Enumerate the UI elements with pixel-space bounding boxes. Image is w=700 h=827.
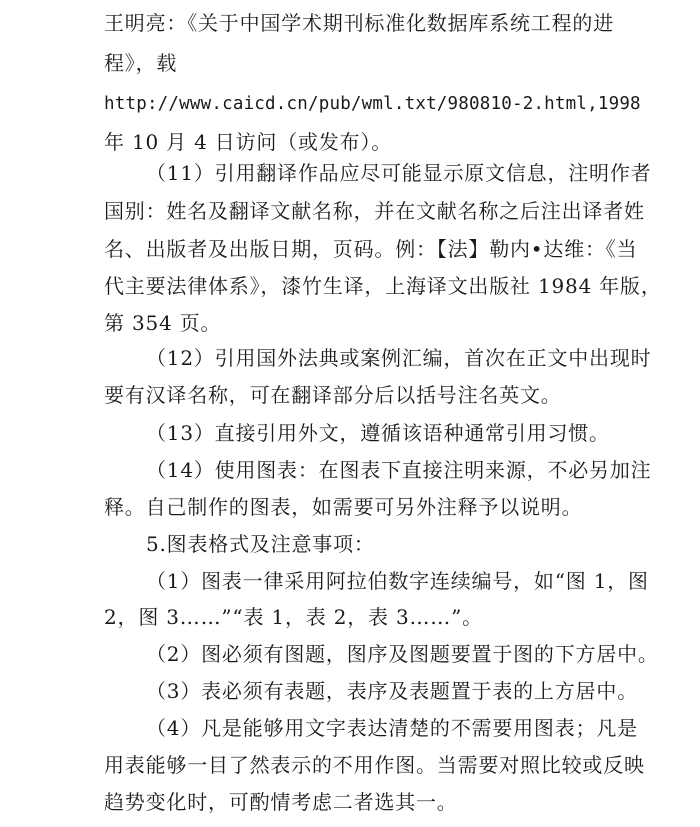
chart-rule-3-line-1: （3）表必须有表题，表序及表题置于表的上方居中。 [146, 679, 638, 703]
section-5-heading: 5.图表格式及注意事项： [146, 532, 375, 556]
citation-line-1: 王明亮：《关于中国学术期刊标准化数据库系统工程的进 [104, 11, 614, 35]
rule-14-line-1: （14）使用图表：在图表下直接注明来源，不必另加注 [146, 458, 652, 482]
citation-line-4: 年 10 月 4 日访问（或发布）。 [104, 130, 393, 154]
rule-11-line-4: 代主要法律体系》，漆竹生译，上海译文出版社 1984 年版， [104, 274, 662, 298]
rule-14-line-2: 释。自己制作的图表，如需要可另外注释予以说明。 [104, 495, 583, 519]
chart-rule-2-line-1: （2）图必须有图题，图序及图题要置于图的下方居中。 [146, 642, 659, 666]
citation-line-2: 程》，载 [104, 51, 178, 75]
rule-13-line-1: （13）直接引用外文，遵循该语种通常引用习惯。 [146, 421, 610, 445]
chart-rule-4-line-2: 用表能够一目了然表示的不用作图。当需要对照比较或反映 [104, 753, 645, 777]
rule-11-line-1: （11）引用翻译作品应尽可能显示原文信息，注明作者 [146, 161, 652, 185]
rule-12-line-2: 要有汉译名称，可在翻译部分后以括号注名英文。 [104, 383, 562, 407]
rule-11-line-2: 国别：姓名及翻译文献名称，并在文献名称之后注出译者姓 [104, 199, 645, 223]
rule-11-line-3: 名、出版者及出版日期，页码。例：【法】勒内•达维：《当 [104, 237, 638, 261]
citation-url: http://www.caicd.cn/pub/wml.txt/980810-2.html,1998 [104, 94, 641, 114]
chart-rule-1-line-1: （1）图表一律采用阿拉伯数字连续编号，如“图 1，图 [146, 569, 649, 593]
rule-12-line-1: （12）引用国外法典或案例汇编，首次在正文中出现时 [146, 346, 652, 370]
chart-rule-4-line-3: 趋势变化时，可酌情考虑二者选其一。 [104, 790, 458, 814]
rule-11-line-5: 第 354 页。 [104, 311, 222, 335]
chart-rule-1-line-2: 2，图 3……”“表 1，表 2，表 3……”。 [104, 605, 483, 629]
chart-rule-4-line-1: （4）凡是能够用文字表达清楚的不需要用图表；凡是 [146, 716, 638, 740]
